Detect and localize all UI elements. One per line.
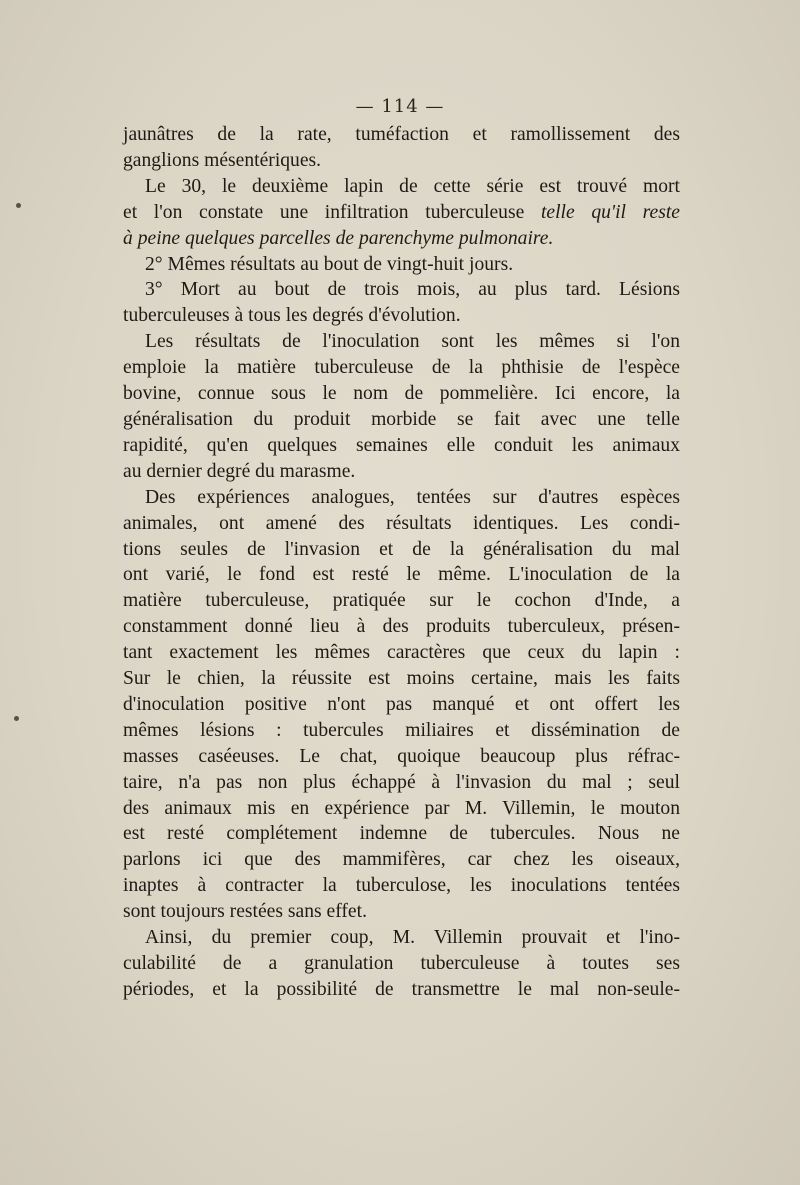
text-line bbox=[123, 511, 680, 537]
text-line bbox=[123, 459, 680, 485]
text-line bbox=[123, 744, 680, 770]
text-line bbox=[123, 614, 680, 640]
text-line-content: Des expériences analogues, tentées sur d'autres espèces bbox=[145, 486, 680, 508]
text-line-content: sont toujours restées sans effet. bbox=[123, 901, 367, 923]
text-line bbox=[123, 692, 680, 718]
text-line-content: est resté complétement indemne de tubercules. Nous ne bbox=[123, 823, 680, 845]
text-line-content: 3° Mort au bout de trois mois, au plus tard. Lésions bbox=[145, 279, 680, 301]
text-line bbox=[123, 562, 680, 588]
text-line-content: Les résultats de l'inoculation sont les mêmes si l'on bbox=[145, 331, 680, 353]
text-line bbox=[123, 329, 680, 355]
text-line-content: parlons ici que des mammifères, car chez les oiseaux, bbox=[123, 849, 680, 871]
text-line bbox=[123, 226, 680, 252]
text-line-content: constamment donné lieu à des produits tuberculeux, présen- bbox=[123, 616, 680, 638]
text-line bbox=[123, 899, 680, 925]
text-line-content: bovine, connue sous le nom de pommelière. Ici encore, la bbox=[123, 383, 680, 405]
text-line-content: des animaux mis en expérience par M. Villemin, le mouton bbox=[123, 797, 680, 819]
italic-phrase: à peine quelques parcelles de parenchyme pulmonaire. bbox=[123, 227, 554, 249]
text-line-content: Le 30, le deuxième lapin de cette série est trouvé mort bbox=[145, 175, 680, 197]
text-line bbox=[123, 770, 680, 796]
text-line-content: culabilité de a granulation tuberculeuse à toutes ses bbox=[123, 953, 680, 974]
text-line bbox=[123, 122, 680, 148]
text-line-content: Ainsi, du premier coup, M. Villemin prouvait et l'ino- bbox=[145, 927, 680, 949]
text-line bbox=[123, 718, 680, 744]
text-line bbox=[123, 537, 680, 563]
text-line bbox=[123, 951, 680, 977]
text-line bbox=[123, 381, 680, 407]
text-line-content: mêmes lésions : tubercules miliaires et dissémination de bbox=[123, 719, 680, 741]
text-line-content: rapidité, qu'en quelques semaines elle conduit les animaux bbox=[123, 434, 680, 456]
text-line-content: et l'on constate une infiltration tuberculeuse bbox=[123, 201, 525, 223]
text-line bbox=[123, 252, 680, 278]
text-line-content: tuberculeuses à tous les degrés d'évolution. bbox=[123, 305, 461, 327]
text-line-content: tant exactement les mêmes caractères que ceux du lapin : bbox=[123, 642, 680, 664]
text-line-content: masses caséeuses. Le chat, quoique beaucoup plus réfrac- bbox=[123, 745, 680, 767]
text-line bbox=[123, 485, 680, 511]
text-line-content: 2° Mêmes résultats au bout de vingt-huit jours. bbox=[145, 253, 514, 275]
text-line-content: ont varié, le fond est resté le même. L'inoculation de la bbox=[123, 564, 680, 586]
text-line bbox=[123, 407, 680, 433]
body-text bbox=[123, 122, 680, 1003]
text-line-content: taire, n'a pas non plus échappé à l'invasion du mal ; seul bbox=[123, 771, 680, 793]
speck-mark bbox=[14, 716, 19, 721]
text-line bbox=[123, 277, 680, 303]
text-line-content: emploie la matière tuberculeuse de la phthisie de l'espèce bbox=[123, 357, 680, 379]
text-line bbox=[123, 355, 680, 381]
italic-phrase: telle qu'il reste bbox=[540, 201, 680, 223]
text-line-content: périodes, et la possibilité de transmettre le mal non-seule- bbox=[123, 978, 680, 1000]
text-line-content: matière tuberculeuse, pratiquée sur le cochon d'Inde, a bbox=[123, 590, 680, 612]
text-line-content: au dernier degré du marasme. bbox=[123, 460, 356, 482]
text-line bbox=[123, 200, 680, 226]
text-line-content: généralisation du produit morbide se fait avec une telle bbox=[123, 408, 680, 430]
text-line bbox=[123, 148, 680, 174]
text-line-content: ganglions mésentériques. bbox=[123, 149, 322, 171]
text-line bbox=[123, 796, 680, 822]
text-line-content: animales, ont amené des résultats identiques. Les condi- bbox=[123, 512, 680, 534]
text-line bbox=[123, 174, 680, 200]
speck-mark bbox=[16, 203, 21, 208]
text-line bbox=[123, 873, 680, 899]
text-line bbox=[123, 847, 680, 873]
text-line-content: Sur le chien, la réussite est moins certaine, mais les faits bbox=[123, 668, 680, 690]
text-line bbox=[123, 433, 680, 459]
text-line bbox=[123, 821, 680, 847]
text-line bbox=[123, 640, 680, 666]
text-line-content: tions seules de l'invasion et de la généralisation du mal bbox=[123, 538, 680, 560]
text-line bbox=[123, 666, 680, 692]
text-line bbox=[123, 977, 680, 1003]
text-line bbox=[123, 588, 680, 614]
page-number: — 114 — bbox=[355, 96, 445, 117]
text-line-content: jaunâtres de la rate, tuméfaction et ramollissement des bbox=[123, 124, 680, 145]
text-line-content: d'inoculation positive n'ont pas manqué et ont offert les bbox=[123, 693, 680, 715]
text-line-content: inaptes à contracter la tuberculose, les inoculations tentées bbox=[123, 875, 680, 897]
text-line bbox=[123, 925, 680, 951]
text-line bbox=[123, 303, 680, 329]
